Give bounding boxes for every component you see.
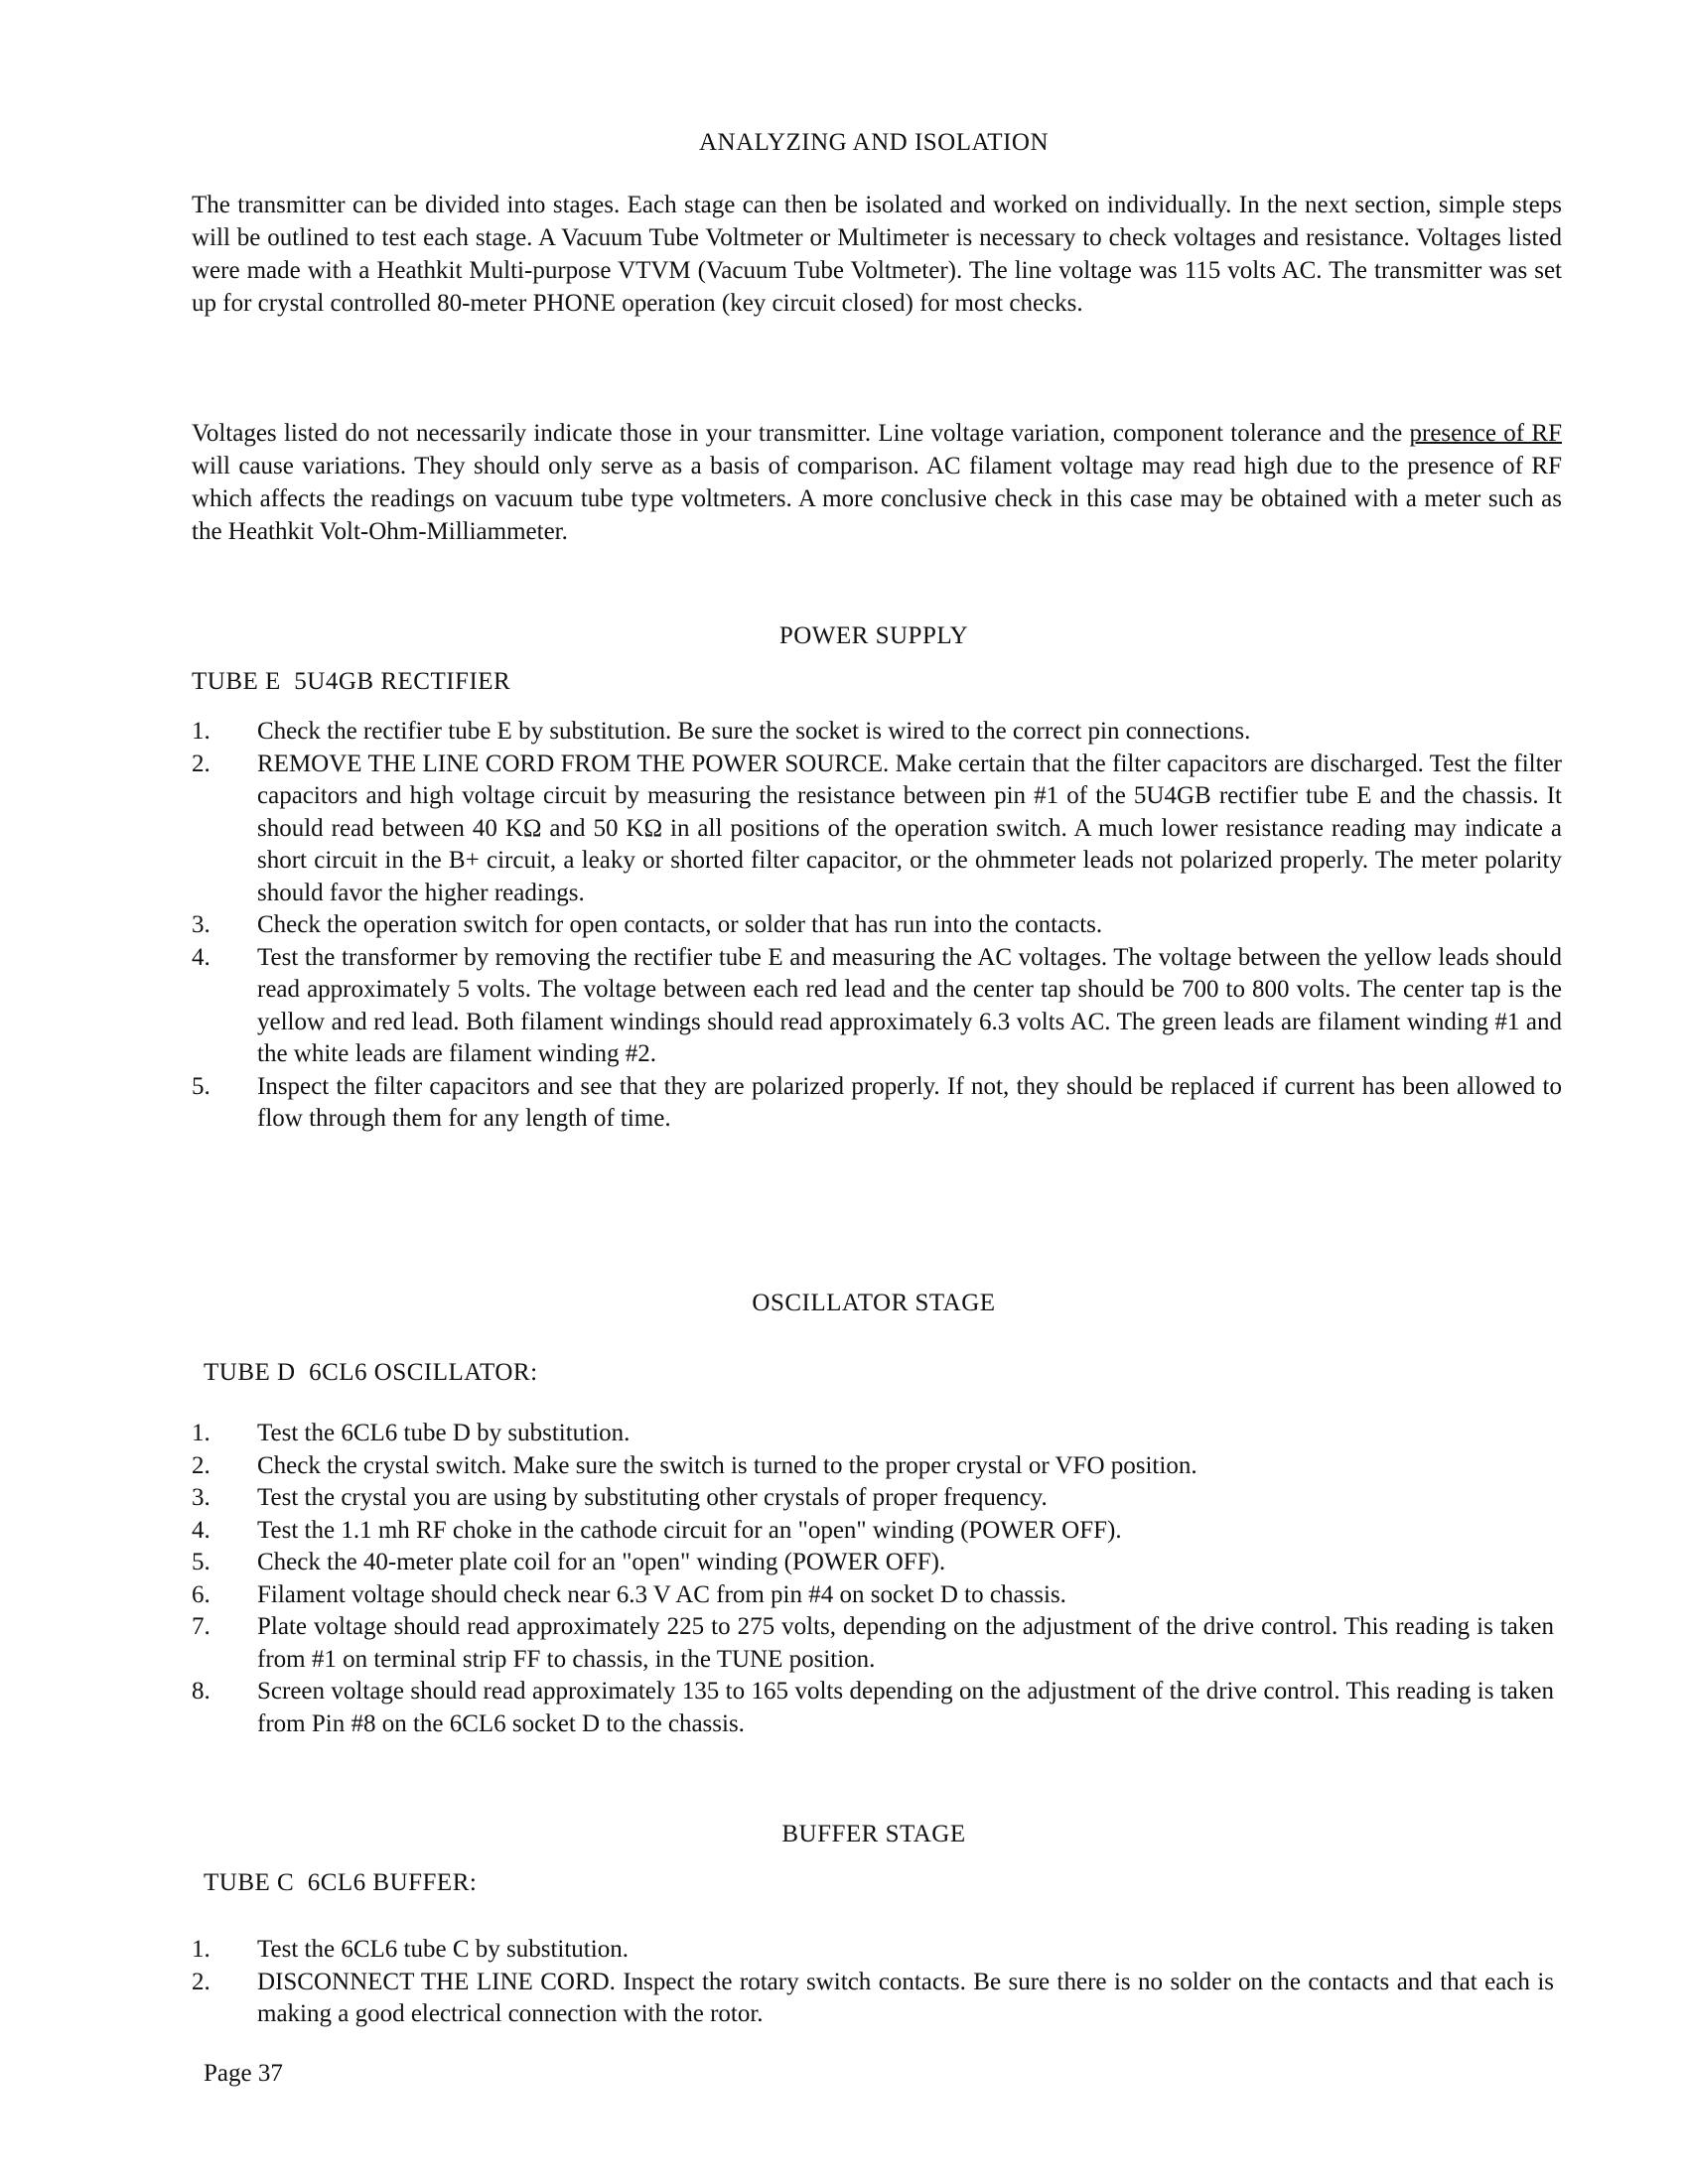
oscillator-list	[192, 1418, 1554, 1740]
list-number: 4.	[192, 943, 211, 971]
intro-paragraph-1: The transmitter can be divided into stages. Each stage can then be isolated and worked on individually. In the next section, simple steps will be outlined to test each stage. A Vacuum Tube Voltmeter or Multimeter is necessary to check voltages and resistance. Voltages listed were made with a Heathkit Multi-purpose VTVM (Vacuum Tube Voltmeter). The line voltage was 115 volts AC. The transmitter was set up for crystal controlled 80-meter PHONE operation (key circuit closed) for most checks.	[192, 192, 1562, 317]
list-number: 1.	[192, 718, 211, 745]
list-item-text: Check the 40-meter plate coil for an "open" winding (POWER OFF).	[257, 1549, 946, 1575]
section-heading-power-supply: POWER SUPPLY	[778, 622, 969, 649]
list-number: 3.	[192, 1484, 211, 1511]
list-number: 6.	[192, 1580, 211, 1608]
list-item	[192, 749, 1562, 910]
list-item-text: Screen voltage should read approximately 135 to 165 volts depending on the adjustment of the drive control. This reading is taken from Pin #8 on the 6CL6 socket D to the chassis.	[257, 1678, 1554, 1737]
list-item-text: Test the transformer by removing the rectifier tube E and measuring the AC voltages. The voltage between the yellow leads should read approximately 5 volts. The voltage between each red lead and the center tap should be 700 to 800 volts. The center tap is the yellow and red lead. Both filament windings should read approximately 6.3 volts AC. The green leads are filament winding #1 and the white leads are filament winding #2.	[257, 943, 1562, 1067]
list-item	[192, 1676, 1554, 1740]
list-number: 5.	[192, 1072, 211, 1100]
page-number: Page 37	[204, 2060, 283, 2087]
power-supply-list	[192, 716, 1562, 1136]
list-item	[192, 1418, 1554, 1450]
list-item	[192, 1934, 1554, 1967]
list-number: 8.	[192, 1678, 211, 1705]
list-item-text: Test the 1.1 mh RF choke in the cathode circuit for an "open" winding (POWER OFF).	[257, 1516, 1122, 1544]
list-number: 7.	[192, 1613, 211, 1640]
page-title: ANALYZING AND ISOLATION	[698, 129, 1049, 156]
list-item-text: Test the 6CL6 tube C by substitution.	[257, 1936, 629, 1963]
list-item	[192, 942, 1562, 1071]
list-item	[192, 1071, 1562, 1136]
list-item-text: Test the crystal you are using by substituting other crystals of proper frequency.	[257, 1484, 1048, 1511]
list-item	[192, 909, 1562, 942]
section-heading-buffer: BUFFER STAGE	[781, 1821, 966, 1847]
list-number: 1.	[192, 1936, 211, 1963]
list-item	[192, 1579, 1554, 1612]
list-item	[192, 1450, 1554, 1483]
list-item-text: Check the rectifier tube E by substitution. Be sure the socket is wired to the correct pin connections.	[257, 718, 1251, 745]
list-item-text: DISCONNECT THE LINE CORD. Inspect the rotary switch contacts. Be sure there is no solder on the contacts and that each is making a good electrical connection with the rotor.	[257, 1968, 1554, 2027]
list-number: 2.	[192, 1451, 211, 1479]
subheading-tube-c: TUBE C 6CL6 BUFFER:	[204, 1869, 478, 1896]
list-item-text: Filament voltage should check near 6.3 V AC from pin #4 on socket D to chassis.	[257, 1580, 1066, 1608]
list-number: 1.	[192, 1420, 211, 1446]
list-item-text: Check the crystal switch. Make sure the switch is turned to the proper crystal or VFO position.	[257, 1451, 1197, 1479]
list-item-text: Plate voltage should read approximately 225 to 275 volts, depending on the adjustment of the drive control. This reading is taken from #1 on terminal strip FF to chassis, in the TUNE position.	[257, 1613, 1554, 1673]
subheading-tube-e: TUBE E 5U4GB RECTIFIER	[192, 668, 511, 695]
list-item	[192, 1611, 1554, 1676]
list-number: 2.	[192, 1968, 211, 1995]
list-item-text: Inspect the filter capacitors and see that they are polarized properly. If not, they should be replaced if current has been allowed to flow through them for any length of time.	[257, 1072, 1562, 1132]
list-number: 3.	[192, 911, 211, 938]
list-number: 2.	[192, 750, 211, 777]
list-item	[192, 1967, 1554, 2031]
list-item	[192, 716, 1562, 749]
list-item	[192, 1515, 1554, 1548]
subheading-tube-d: TUBE D 6CL6 OSCILLATOR:	[204, 1359, 538, 1386]
intro-paragraph-2: Voltages listed do not necessarily indicate those in your transmitter. Line voltage variation, component tolerance and the presence of RF will cause variations. They should only serve as a basis of comparison. AC filament voltage may read high due to the presence of RF which affects the readings on vacuum tube type voltmeters. A more conclusive check in this case may be obtained with a meter such as the Heathkit Volt-Ohm-Milliammeter.	[192, 420, 1562, 545]
section-heading-oscillator: OSCILLATOR STAGE	[752, 1290, 996, 1316]
list-item-text: REMOVE THE LINE CORD FROM THE POWER SOURCE. Make certain that the filter capacitors are discharged. Test the filter capacitors and high voltage circuit by measuring the resistance between pin #1 of the 5U4GB rectifier tube E and the chassis. It should read between 40 KΩ and 50 KΩ in all positions of the operation switch. A much lower resistance reading may indicate a short circuit in the B+ circuit, a leaky or shorted filter capacitor, or the ohmmeter leads not polarized properly. The meter polarity should favor the higher readings.	[257, 750, 1562, 906]
buffer-list	[192, 1934, 1554, 2031]
list-item-text: Test the 6CL6 tube D by substitution.	[257, 1420, 631, 1446]
list-number: 5.	[192, 1549, 211, 1575]
list-item-text: Check the operation switch for open contacts, or solder that has run into the contacts.	[257, 911, 1103, 938]
list-item	[192, 1482, 1554, 1515]
list-number: 4.	[192, 1516, 211, 1544]
list-item	[192, 1547, 1554, 1579]
